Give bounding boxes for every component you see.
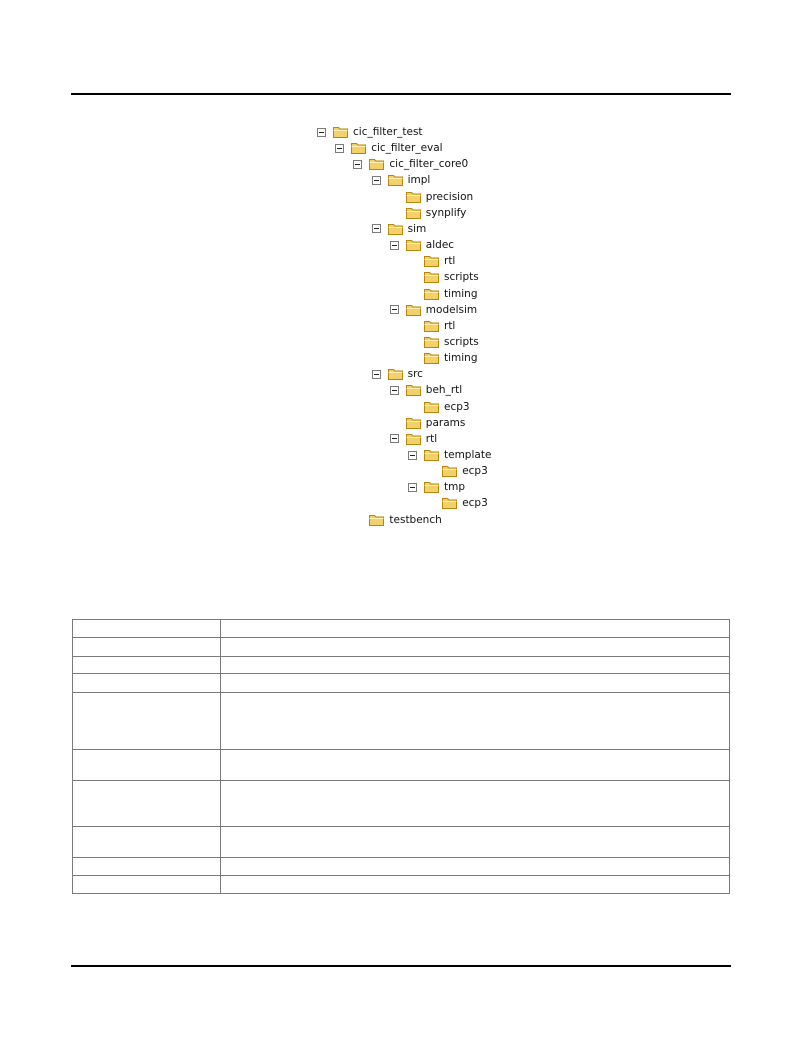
folder-icon bbox=[406, 190, 422, 204]
table-cell-name bbox=[73, 620, 221, 638]
tree-node-label: precision bbox=[425, 190, 474, 203]
folder-icon bbox=[424, 287, 440, 301]
table-row bbox=[73, 693, 730, 750]
table-cell-name bbox=[73, 858, 221, 876]
folder-icon bbox=[424, 319, 440, 333]
tree-node[interactable] bbox=[353, 512, 441, 528]
table-cell-name bbox=[73, 781, 221, 827]
tree-node[interactable] bbox=[335, 140, 442, 156]
table-row bbox=[73, 781, 730, 827]
tree-node-label: tmp bbox=[444, 481, 466, 494]
tree-node[interactable] bbox=[390, 237, 454, 253]
tree-node-label: ecp3 bbox=[444, 400, 470, 413]
folder-icon bbox=[442, 496, 458, 510]
collapse-toggle-icon[interactable] bbox=[317, 128, 326, 137]
table-cell-name bbox=[73, 657, 221, 674]
table-cell-description bbox=[221, 827, 730, 858]
tree-node-label: timing bbox=[444, 287, 478, 300]
table-cell-name bbox=[73, 674, 221, 693]
collapse-toggle-icon[interactable] bbox=[372, 176, 381, 185]
tree-node-label: scripts bbox=[444, 335, 479, 348]
collapse-toggle-icon[interactable] bbox=[372, 370, 381, 379]
folder-icon bbox=[406, 416, 422, 430]
footer-rule bbox=[71, 965, 731, 967]
table-cell-description bbox=[221, 693, 730, 750]
folder-icon bbox=[369, 157, 385, 171]
tree-node-label: ecp3 bbox=[462, 497, 488, 510]
tree-node-label: params bbox=[425, 416, 466, 429]
tree-node[interactable] bbox=[408, 399, 470, 415]
table-cell-description bbox=[221, 620, 730, 638]
tree-node-label: testbench bbox=[389, 513, 442, 526]
table-row bbox=[73, 620, 730, 638]
tree-node[interactable] bbox=[372, 221, 427, 237]
tree-node-label: cic_filter_eval bbox=[371, 142, 443, 155]
collapse-toggle-icon[interactable] bbox=[353, 160, 362, 169]
tree-node[interactable] bbox=[372, 366, 423, 382]
collapse-toggle-icon[interactable] bbox=[390, 241, 399, 250]
table-cell-name bbox=[73, 693, 221, 750]
tree-node[interactable] bbox=[317, 124, 423, 140]
tree-node[interactable] bbox=[390, 382, 462, 398]
folder-icon bbox=[424, 480, 440, 494]
collapse-toggle-icon[interactable] bbox=[390, 434, 399, 443]
tree-node[interactable] bbox=[408, 334, 479, 350]
tree-node[interactable] bbox=[372, 172, 431, 188]
tree-node-label: template bbox=[444, 449, 492, 461]
table-cell-description bbox=[221, 638, 730, 657]
folder-icon bbox=[388, 367, 404, 381]
table-row bbox=[73, 858, 730, 876]
tree-node[interactable] bbox=[390, 302, 477, 318]
collapse-toggle-icon[interactable] bbox=[335, 144, 344, 153]
folder-icon bbox=[388, 173, 404, 187]
table-cell-description bbox=[221, 657, 730, 674]
tree-node[interactable] bbox=[426, 495, 488, 511]
tree-node-label: ecp3 bbox=[462, 465, 488, 478]
folder-icon bbox=[333, 125, 349, 139]
tree-node[interactable] bbox=[408, 447, 491, 463]
tree-node[interactable] bbox=[390, 189, 473, 205]
tree-node-label: impl bbox=[407, 174, 431, 187]
table-row bbox=[73, 674, 730, 693]
tree-node-label: cic_filter_core0 bbox=[389, 158, 469, 171]
tree-node-label: sim bbox=[407, 222, 427, 235]
table-cell-description bbox=[221, 674, 730, 693]
collapse-toggle-icon[interactable] bbox=[408, 483, 417, 492]
tree-node[interactable] bbox=[390, 415, 466, 431]
folder-icon bbox=[424, 351, 440, 365]
tree-node[interactable] bbox=[408, 479, 465, 495]
tree-node[interactable] bbox=[390, 431, 437, 447]
table-cell-name bbox=[73, 827, 221, 858]
tree-node-label: cic_filter_test bbox=[353, 126, 423, 138]
folder-icon bbox=[406, 206, 422, 220]
folder-icon bbox=[369, 513, 385, 527]
folder-icon bbox=[351, 141, 367, 155]
tree-node[interactable] bbox=[390, 205, 467, 221]
tree-node[interactable] bbox=[408, 318, 455, 334]
tree-node-label: rtl bbox=[444, 255, 456, 268]
folder-icon bbox=[388, 222, 404, 236]
folder-icon bbox=[424, 254, 440, 268]
tree-node[interactable] bbox=[426, 463, 488, 479]
collapse-toggle-icon[interactable] bbox=[390, 305, 399, 314]
collapse-toggle-icon[interactable] bbox=[372, 224, 381, 233]
table-cell-description bbox=[221, 876, 730, 894]
table-row bbox=[73, 827, 730, 858]
collapse-toggle-icon[interactable] bbox=[390, 386, 399, 395]
tree-node-label: timing bbox=[444, 352, 478, 365]
tree-node-label: rtl bbox=[444, 319, 456, 332]
table-cell-name bbox=[73, 876, 221, 894]
folder-icon bbox=[424, 270, 440, 284]
tree-node[interactable] bbox=[408, 253, 455, 269]
folder-icon bbox=[406, 303, 422, 317]
folder-icon bbox=[424, 448, 440, 462]
table-cell-description bbox=[221, 858, 730, 876]
tree-node[interactable] bbox=[408, 269, 479, 285]
table-cell-description bbox=[221, 781, 730, 827]
tree-node[interactable] bbox=[353, 156, 468, 172]
description-table bbox=[72, 619, 730, 894]
table-cell-name bbox=[73, 638, 221, 657]
table-row bbox=[73, 638, 730, 657]
table-cell-name bbox=[73, 750, 221, 781]
table-cell-description bbox=[221, 750, 730, 781]
tree-node-label: src bbox=[407, 368, 423, 381]
tree-node-label: modelsim bbox=[425, 303, 478, 316]
table-row bbox=[73, 750, 730, 781]
tree-node-label: scripts bbox=[444, 271, 479, 284]
folder-icon bbox=[406, 238, 422, 252]
table-row bbox=[73, 876, 730, 894]
tree-node-label: rtl bbox=[425, 432, 438, 445]
tree-node[interactable] bbox=[408, 286, 478, 302]
folder-icon bbox=[424, 400, 440, 414]
folder-icon bbox=[424, 335, 440, 349]
collapse-toggle-icon[interactable] bbox=[408, 451, 417, 460]
folder-icon bbox=[442, 464, 458, 478]
tree-node-label: synplify bbox=[425, 206, 467, 219]
tree-node[interactable] bbox=[408, 350, 478, 366]
tree-node-label: beh_rtl bbox=[425, 384, 463, 397]
folder-icon bbox=[406, 432, 422, 446]
table-row bbox=[73, 657, 730, 674]
tree-node-label: aldec bbox=[425, 239, 455, 252]
folder-icon bbox=[406, 383, 422, 397]
